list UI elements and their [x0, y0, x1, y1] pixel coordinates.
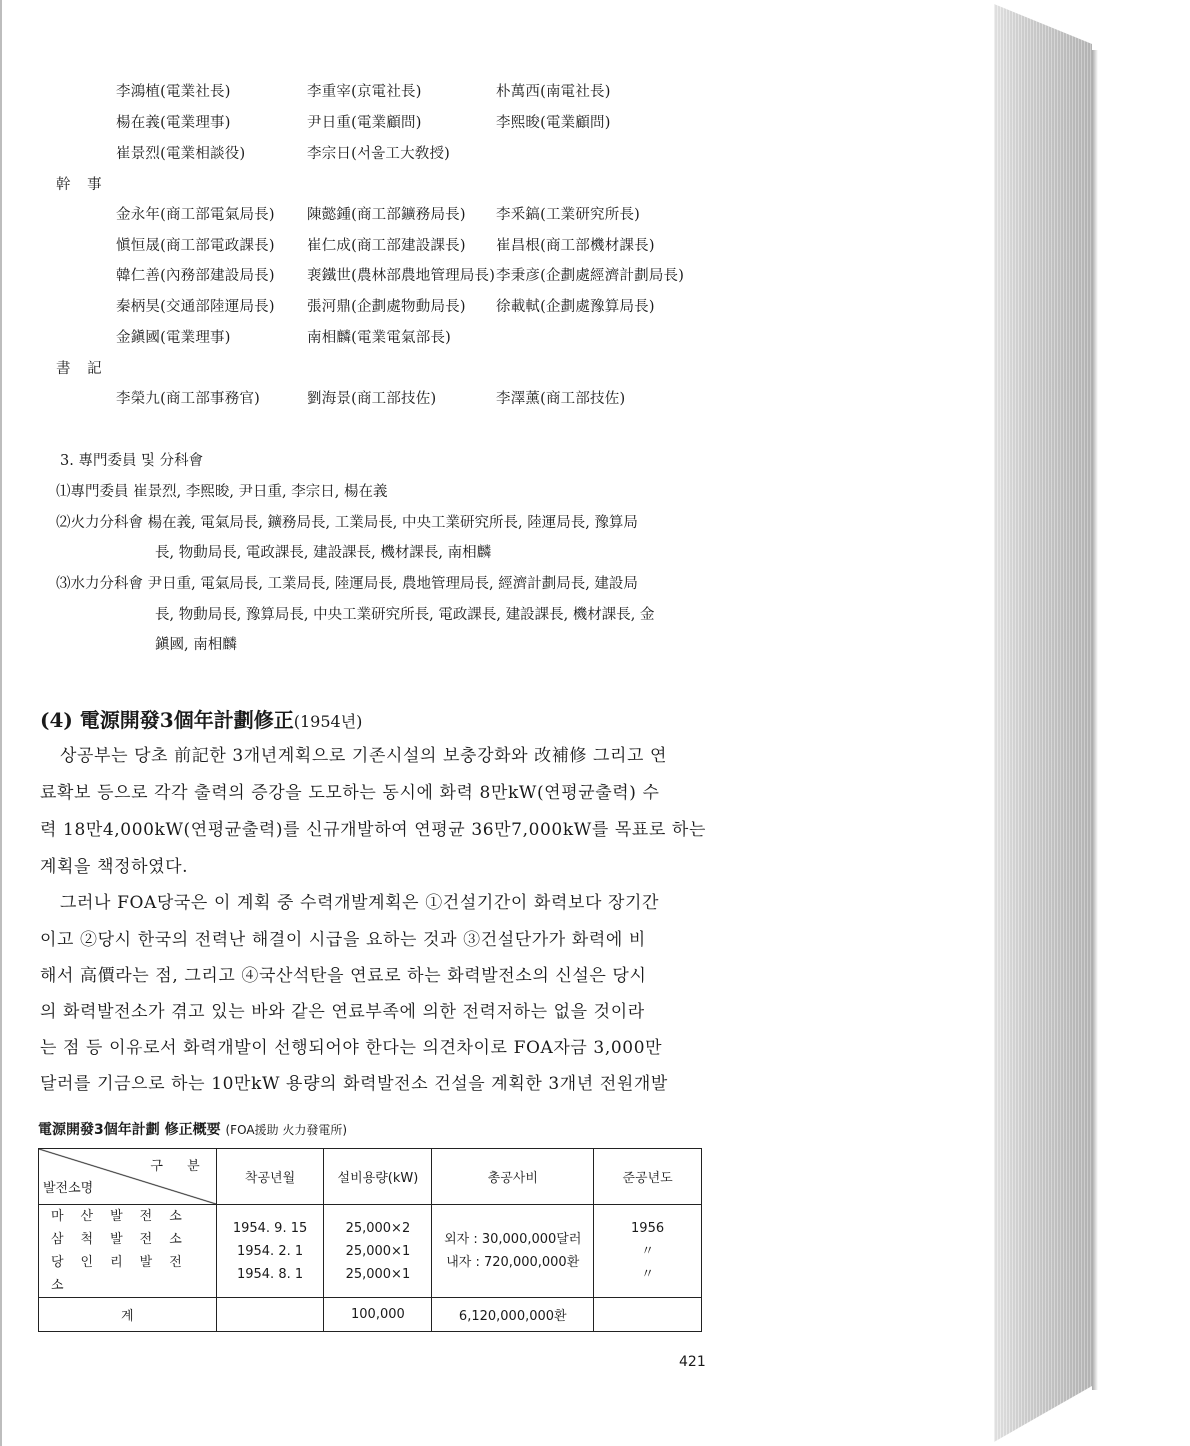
member-name: 李鴻植(電業社長)	[116, 84, 231, 100]
secretary-name: 金永年(商工部電氣局長)	[116, 207, 275, 223]
secretary-name: 愼恒晟(商工部電政課長)	[116, 238, 275, 254]
member-name: 崔景烈(電業相談役)	[116, 146, 246, 162]
plant-name: 마산발전소	[51, 1209, 199, 1224]
capacity-cell	[324, 1205, 432, 1298]
secretary-name: 陳懿鍾(商工部鑛務局長)	[307, 207, 466, 223]
total-cost: 6,120,000,000환	[432, 1298, 594, 1332]
committee-item: 鎭國, 南相麟	[155, 637, 237, 653]
secretary-name: 韓仁善(內務部建設局長)	[116, 268, 275, 284]
table-row	[39, 1205, 702, 1298]
clerk-name: 李榮九(商工部事務官)	[116, 391, 261, 407]
total-capacity: 100,000	[324, 1298, 432, 1332]
column-header: 설비용량(kW)	[324, 1149, 432, 1205]
secretary-name: 崔仁成(商工部建設課長)	[307, 238, 466, 254]
book-page-edge	[994, 4, 1092, 1442]
paragraph-line: 력 18만4,000kW(연평균출력)를 신규개발하여 연평균 36만7,000kW를 목표로 하는	[40, 820, 706, 840]
member-name: 李重宰(京電社長)	[307, 84, 422, 100]
table-caption-sub: (FOA援助 火力發電所)	[225, 1123, 348, 1137]
cost-foreign: 외자 : 30,000,000달러	[444, 1232, 582, 1247]
total-label: 계	[39, 1298, 217, 1332]
capacity-value: 25,000×1	[345, 1243, 411, 1259]
committee-item: ⑴專門委員 崔景烈, 李熙晙, 尹日重, 李宗日, 楊在義	[56, 484, 388, 500]
corner-top-label: 구 분	[150, 1159, 210, 1174]
table-total-row	[39, 1298, 702, 1332]
member-name: 李宗日(서울工大敎授)	[307, 146, 451, 162]
member-name: 朴萬西(南電社長)	[496, 84, 611, 100]
section-heading-year: (1954년)	[293, 712, 363, 731]
paragraph-line: 는 점 등 이유로서 화력개발이 선행되어야 한다는 의견차이로 FOA자금 3,000만	[40, 1038, 663, 1058]
member-name: 楊在義(電業理事)	[116, 115, 231, 131]
secretary-name: 金鎭國(電業理事)	[116, 330, 231, 346]
clerk-name: 李澤薰(商工部技佐)	[496, 391, 626, 407]
committee-item: 長, 物動局長, 豫算局長, 中央工業研究所長, 電政課長, 建設課長, 機材課長, 金	[155, 607, 655, 623]
completion-year: 〃	[641, 1243, 655, 1259]
plan-table	[38, 1148, 702, 1332]
cost-domestic: 내자 : 720,000,000환	[446, 1255, 580, 1270]
secretary-name: 張河鼎(企劃處物動局長)	[307, 299, 466, 315]
plant-name: 당인리발전소	[51, 1255, 199, 1293]
member-name: 尹日重(電業顧問)	[307, 115, 422, 131]
clerk-name: 劉海景(商工部技佐)	[307, 391, 437, 407]
completion-year: 〃	[641, 1266, 655, 1282]
paragraph-line: 그러나 FOA당국은 이 계획 중 수력개발계획은 ①건설기간이 화력보다 장기간	[60, 893, 660, 913]
start-dates-cell	[216, 1205, 324, 1298]
completion-cell	[594, 1205, 702, 1298]
cost-cell	[432, 1205, 594, 1298]
capacity-value: 25,000×1	[345, 1266, 411, 1282]
empty-cell	[216, 1298, 324, 1332]
secretary-name: 崔昌根(商工部機材課長)	[496, 238, 655, 254]
paragraph-line: 상공부는 당초 前記한 3개년계획으로 기존시설의 보충강화와 改補修 그리고 연	[60, 746, 668, 766]
committee-item: ⑶水力分科會 尹日重, 電氣局長, 工業局長, 陸運局長, 農地管理局長, 經濟計劃局長, 建設局	[56, 576, 638, 592]
completion-year: 1956	[631, 1220, 665, 1236]
start-date: 1954. 9. 15	[232, 1220, 308, 1236]
start-date: 1954. 8. 1	[236, 1266, 304, 1282]
paragraph-line: 료확보 등으로 각각 출력의 증강을 도모하는 동시에 화력 8만kW(연평균출력) 수	[40, 783, 660, 803]
paragraph-line: 해서 高價라는 점, 그리고 ④국산석탄을 연료로 하는 화력발전소의 신설은 당시	[40, 966, 647, 986]
column-header: 총공사비	[432, 1149, 594, 1205]
capacity-value: 25,000×2	[345, 1220, 411, 1236]
book-edge-shadow	[1092, 50, 1098, 1390]
table-caption	[38, 1119, 347, 1139]
paragraph-line: 의 화력발전소가 겪고 있는 바와 같은 연료부족에 의한 전력저하는 없을 것이라	[40, 1002, 645, 1022]
secretary-name: 秦柄昊(交通部陸運局長)	[116, 299, 275, 315]
plant-names-cell	[39, 1205, 217, 1298]
secretary-name: 徐載軾(企劃處豫算局長)	[496, 299, 655, 315]
table-caption-title: 電源開發3個年計劃 修正概要	[38, 1122, 221, 1138]
secretary-name: 李秉彦(企劃處經濟計劃局長)	[496, 268, 685, 284]
committee-title: 3. 專門委員 및 分科會	[60, 453, 204, 469]
column-header: 준공년도	[594, 1149, 702, 1205]
paragraph-line: 계획을 책정하였다.	[40, 857, 189, 877]
table-corner-cell	[39, 1149, 217, 1205]
paragraph-line: 이고 ②당시 한국의 전력난 해결이 시급을 요하는 것과 ③건설단가가 화력에 비	[40, 930, 646, 950]
plant-name: 삼척발전소	[51, 1232, 199, 1247]
corner-bottom-label: 발전소명	[43, 1181, 94, 1196]
start-date: 1954. 2. 1	[236, 1243, 304, 1259]
empty-cell	[594, 1298, 702, 1332]
section-heading	[40, 704, 362, 733]
secretary-name: 裵鐵世(農林部農地管理局長)	[307, 268, 496, 284]
page-number: 421	[679, 1354, 706, 1370]
committee-item: 長, 物動局長, 電政課長, 建設課長, 機材課長, 南相麟	[155, 545, 492, 561]
table-header-row	[39, 1149, 702, 1205]
committee-item: ⑵火力分科會 楊在義, 電氣局長, 鑛務局長, 工業局長, 中央工業研究所長, 陸運局長, 豫算局	[56, 515, 638, 531]
secretary-name: 李釆鎬(工業研究所長)	[496, 207, 641, 223]
member-name: 李熙晙(電業顧問)	[496, 115, 611, 131]
clerks-label: 書 記	[56, 361, 108, 377]
section-heading-title: (4) 電源開發3個年計劃修正	[40, 708, 294, 732]
column-header: 착공년월	[216, 1149, 324, 1205]
secretary-name: 南相麟(電業電氣部長)	[307, 330, 452, 346]
paragraph-line: 달러를 기금으로 하는 10만kW 용량의 화력발전소 건설을 계획한 3개년 전원개발	[40, 1074, 668, 1094]
secretaries-label: 幹 事	[56, 177, 108, 193]
